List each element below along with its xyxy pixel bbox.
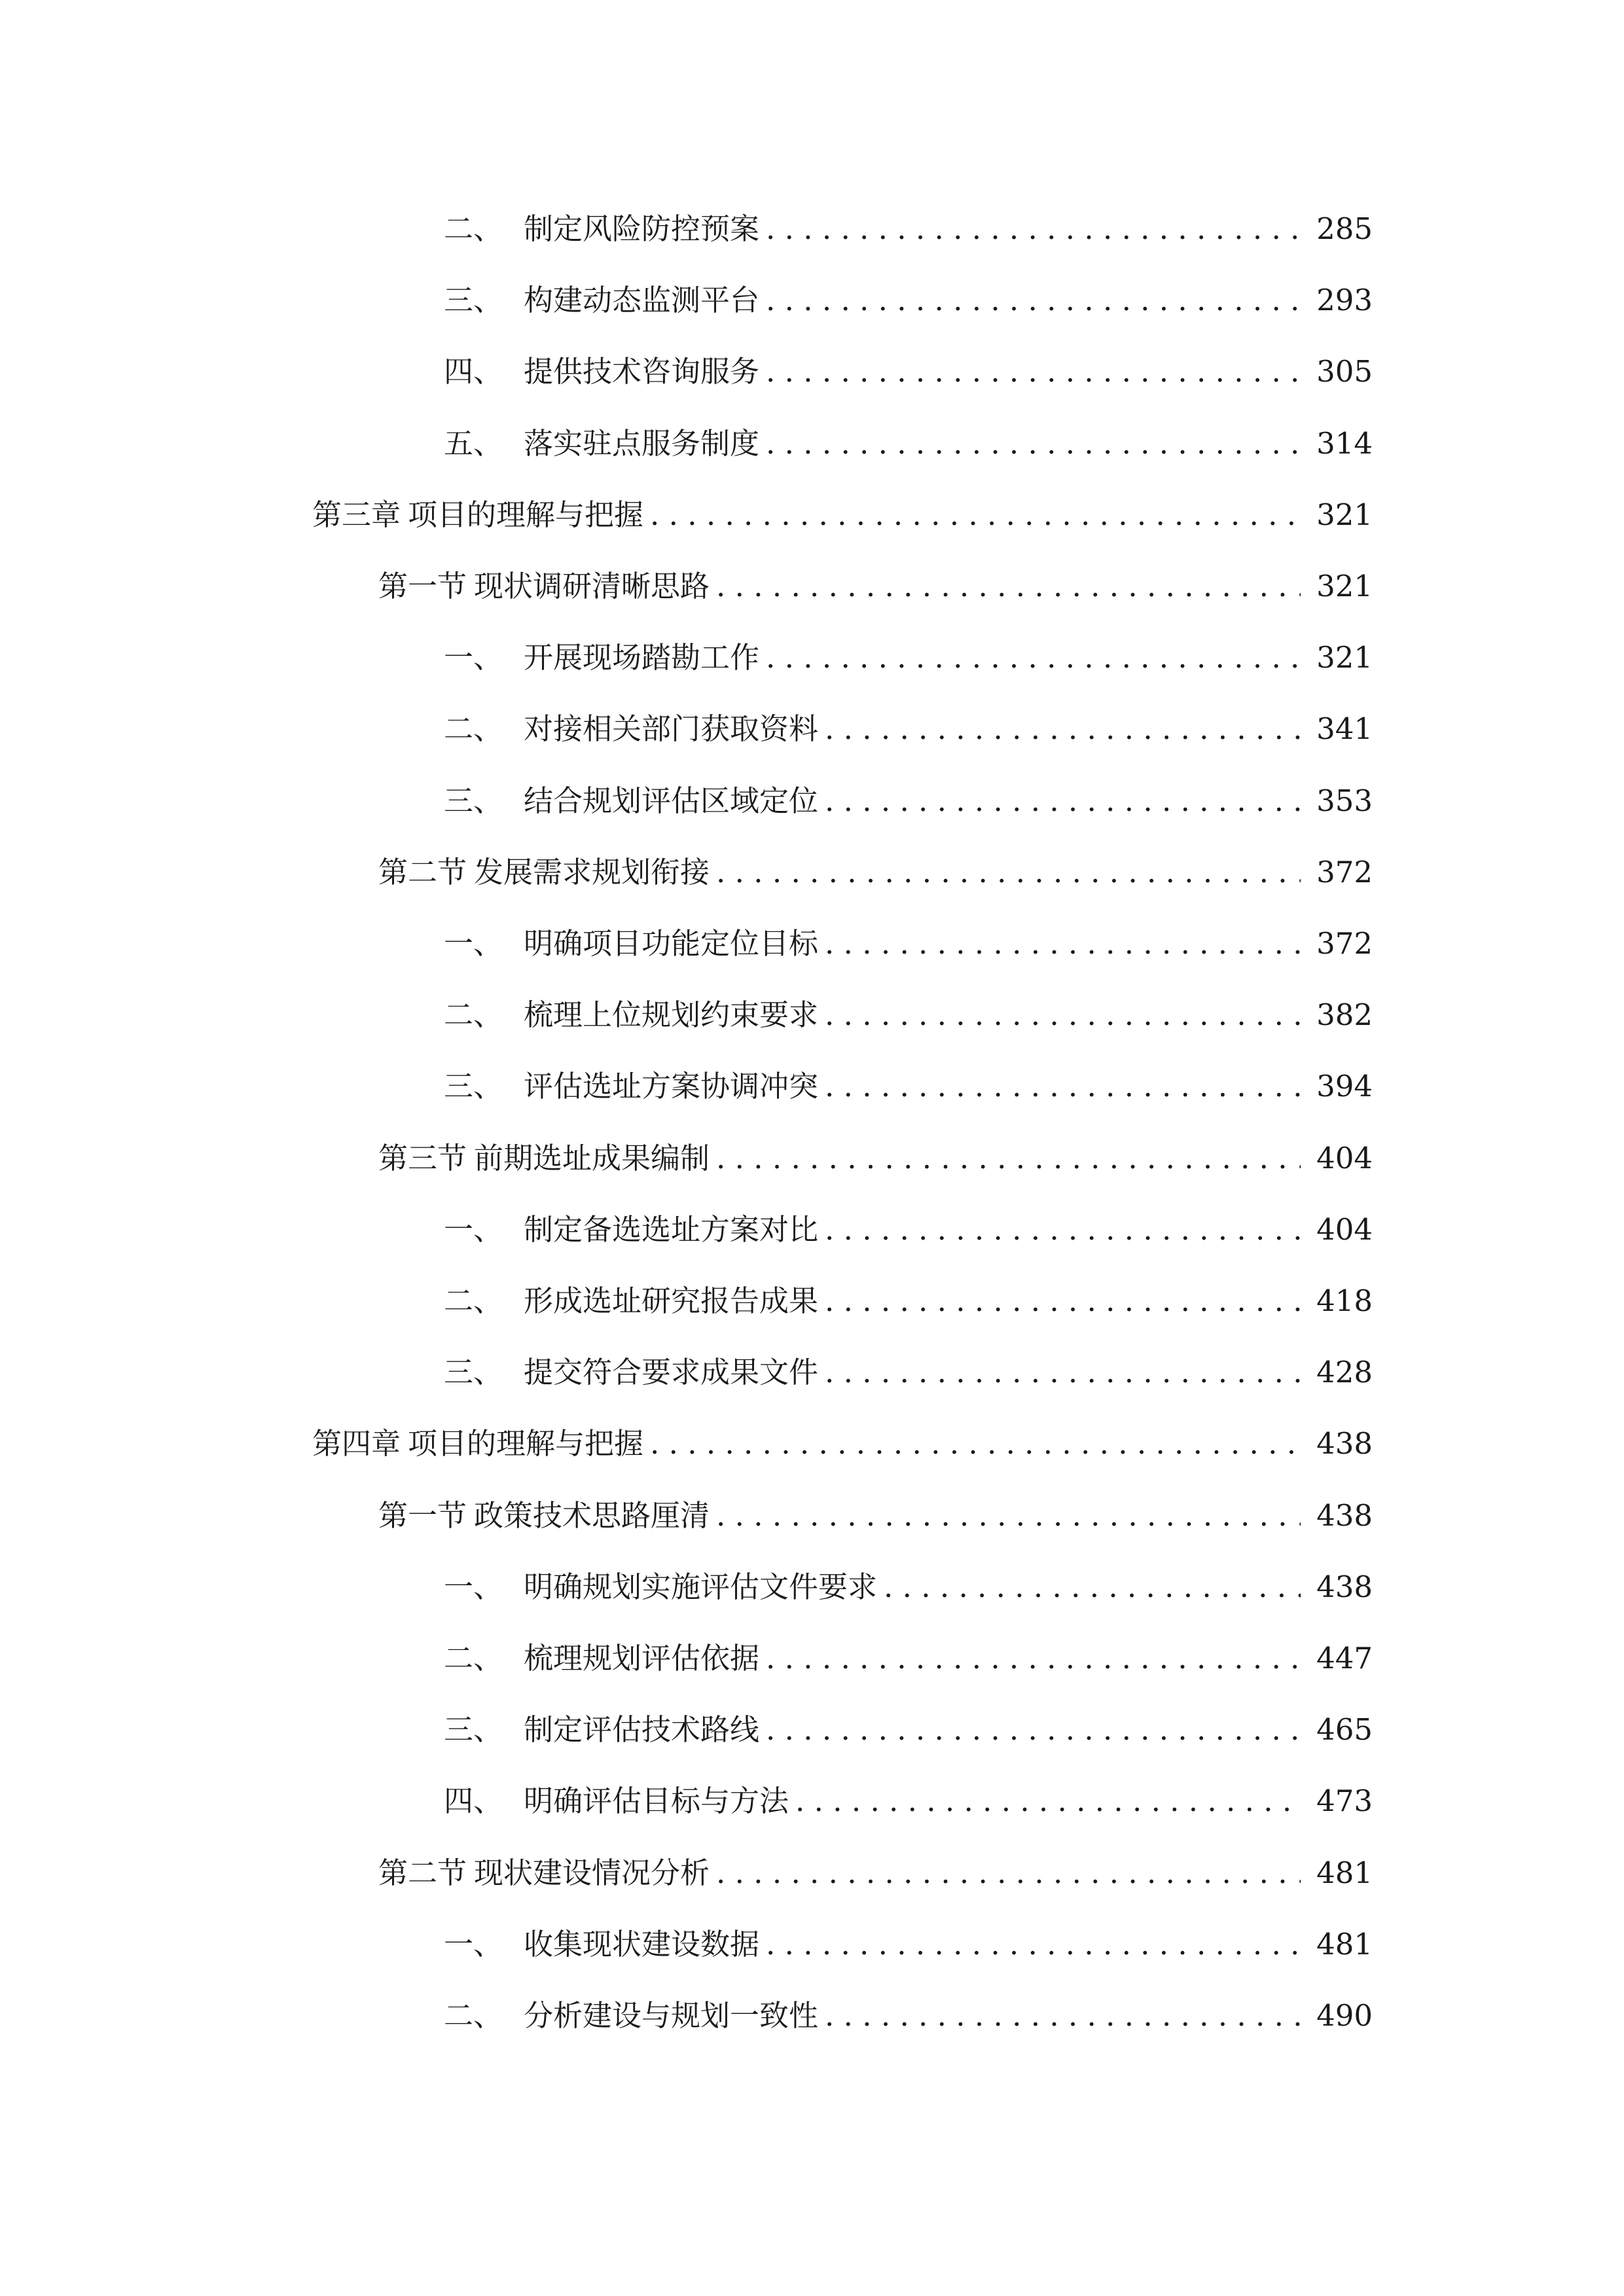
toc-entry-number: 第一节: [378, 1498, 467, 1533]
toc-dot-leader: [818, 1349, 1301, 1396]
toc-entry-number: 第二节: [378, 855, 467, 889]
toc-entry-page: 438: [1316, 1426, 1373, 1461]
toc-dot-leader: [710, 563, 1301, 610]
toc-dot-leader: [818, 778, 1301, 825]
toc-entry-page: 314: [1316, 426, 1373, 461]
toc-dot-leader: [710, 849, 1301, 896]
toc-dot-leader: [759, 420, 1301, 467]
toc-entry-title: 制定备选选址方案对比: [524, 1212, 819, 1247]
toc-entry[interactable]: [444, 1349, 1373, 1396]
toc-entry-title: 项目的理解与把握: [408, 497, 644, 532]
toc-entry-page: 404: [1316, 1141, 1373, 1175]
toc-entry-page: 382: [1316, 997, 1373, 1032]
toc-entry[interactable]: [444, 206, 1373, 253]
toc-dot-leader: [643, 492, 1301, 539]
toc-entry-page: 447: [1316, 1641, 1373, 1676]
toc-entry-number: 第四章: [312, 1426, 401, 1461]
toc-entry-page: 293: [1316, 283, 1373, 317]
toc-entry-page: 404: [1316, 1212, 1373, 1247]
toc-dot-leader: [818, 1992, 1301, 2039]
toc-entry-title: 明确规划实施评估文件要求: [524, 1570, 878, 1604]
toc-entry-page: 490: [1316, 1998, 1373, 2033]
toc-entry-page: 481: [1316, 1856, 1373, 1890]
toc-entry-number: 第三节: [378, 1141, 467, 1175]
toc-entry[interactable]: [444, 634, 1373, 681]
toc-entry-number: 一、: [444, 1927, 503, 1962]
toc-section[interactable]: [378, 1850, 1373, 1897]
toc-entry-title: 项目的理解与把握: [408, 1426, 644, 1461]
toc-entry-title: 开展现场踏勘工作: [524, 640, 760, 675]
toc-entry-number: 一、: [444, 640, 503, 675]
toc-entry-number: 第三章: [312, 497, 401, 532]
toc-entry-page: 438: [1316, 1570, 1373, 1604]
toc-dot-leader: [710, 1135, 1301, 1182]
toc-entry-number: 二、: [444, 1283, 503, 1318]
toc-entry-page: 285: [1316, 211, 1373, 246]
toc-section[interactable]: [378, 1492, 1373, 1539]
toc-dot-leader: [759, 348, 1301, 395]
toc-entry[interactable]: [444, 348, 1373, 395]
toc-dot-leader: [710, 1850, 1301, 1897]
toc-entry-title: 现状调研清晰思路: [474, 569, 710, 603]
toc-dot-leader: [818, 992, 1301, 1039]
toc-entry-number: 四、: [444, 1784, 503, 1818]
toc-entry-number: 五、: [444, 426, 503, 461]
toc-entry-number: 三、: [444, 1069, 503, 1103]
toc-entry[interactable]: [444, 420, 1373, 467]
toc-entry[interactable]: [444, 992, 1373, 1039]
toc-entry-title: 评估选址方案协调冲突: [524, 1069, 819, 1103]
toc-entry-title: 结合规划评估区域定位: [524, 783, 819, 818]
toc-chapter[interactable]: [312, 492, 1373, 539]
toc-dot-leader: [818, 1278, 1301, 1325]
toc-entry[interactable]: [444, 1063, 1373, 1110]
toc-entry-title: 形成选址研究报告成果: [524, 1283, 819, 1318]
toc-dot-leader: [877, 1564, 1301, 1611]
toc-entry-page: 305: [1316, 354, 1373, 389]
toc-entry-page: 321: [1316, 640, 1373, 675]
toc-entry[interactable]: [444, 778, 1373, 825]
toc-entry-title: 明确项目功能定位目标: [524, 926, 819, 961]
toc-entry-title: 对接相关部门获取资料: [524, 711, 819, 746]
toc-entry-title: 提交符合要求成果文件: [524, 1355, 819, 1390]
toc-entry-page: 481: [1316, 1927, 1373, 1962]
toc-entry-number: 三、: [444, 783, 503, 818]
toc-entry-number: 二、: [444, 711, 503, 746]
toc-entry-page: 341: [1316, 711, 1373, 746]
toc-dot-leader: [818, 920, 1301, 967]
toc-entry-number: 一、: [444, 1570, 503, 1604]
toc-dot-leader: [789, 1778, 1301, 1825]
toc-entry-title: 现状建设情况分析: [474, 1856, 710, 1890]
toc-entry-page: 418: [1316, 1283, 1373, 1318]
toc-entry-number: 二、: [444, 211, 503, 246]
toc-entry-page: 353: [1316, 783, 1373, 818]
toc-entry-number: 四、: [444, 354, 503, 389]
toc-entry-title: 分析建设与规划一致性: [524, 1998, 819, 2033]
toc-dot-leader: [710, 1492, 1301, 1539]
toc-entry-title: 前期选址成果编制: [474, 1141, 710, 1175]
toc-entry-title: 收集现状建设数据: [524, 1927, 760, 1962]
toc-entry[interactable]: [444, 1706, 1373, 1753]
toc-entry-number: 一、: [444, 926, 503, 961]
toc-dot-leader: [818, 706, 1301, 753]
toc-entry-title: 明确评估目标与方法: [524, 1784, 789, 1818]
toc-entry[interactable]: [444, 1992, 1373, 2039]
toc-entry-title: 制定评估技术路线: [524, 1712, 760, 1747]
toc-dot-leader: [759, 1635, 1301, 1682]
toc-entry-page: 372: [1316, 855, 1373, 889]
toc-entry-page: 465: [1316, 1712, 1373, 1747]
toc-entry-page: 428: [1316, 1355, 1373, 1390]
toc-entry[interactable]: [444, 920, 1373, 967]
toc-dot-leader: [759, 1921, 1301, 1968]
toc-dot-leader: [818, 1063, 1301, 1110]
toc-entry-number: 二、: [444, 1998, 503, 2033]
toc-entry-title: 构建动态监测平台: [524, 283, 760, 317]
toc-entry-title: 发展需求规划衔接: [474, 855, 710, 889]
toc-entry-number: 三、: [444, 1355, 503, 1390]
toc-entry-title: 制定风险防控预案: [524, 211, 760, 246]
toc-entry[interactable]: [444, 1635, 1373, 1682]
toc-dot-leader: [759, 206, 1301, 253]
toc-entry-title: 落实驻点服务制度: [524, 426, 760, 461]
toc-entry-page: 321: [1316, 497, 1373, 532]
toc-entry-number: 三、: [444, 1712, 503, 1747]
toc-entry[interactable]: [444, 1278, 1373, 1325]
toc-entry-page: 372: [1316, 926, 1373, 961]
toc-chapter[interactable]: [312, 1420, 1373, 1467]
toc-entry[interactable]: [444, 1206, 1373, 1253]
toc-dot-leader: [759, 1706, 1301, 1753]
toc-entry-title: 政策技术思路厘清: [474, 1498, 710, 1533]
toc-entry-page: 321: [1316, 569, 1373, 603]
toc-entry-page: 394: [1316, 1069, 1373, 1103]
toc-entry-page: 473: [1316, 1784, 1373, 1818]
toc-section[interactable]: [378, 563, 1373, 610]
toc-entry[interactable]: [444, 1778, 1373, 1825]
toc-entry-number: 第二节: [378, 1856, 467, 1890]
toc-entry-number: 第一节: [378, 569, 467, 603]
toc-dot-leader: [759, 634, 1301, 681]
toc-entry[interactable]: [444, 1564, 1373, 1611]
toc-dot-leader: [643, 1420, 1301, 1467]
toc-dot-leader: [818, 1206, 1301, 1253]
toc-entry-title: 提供技术咨询服务: [524, 354, 760, 389]
toc-section[interactable]: [378, 849, 1373, 896]
toc-entry-number: 二、: [444, 1641, 503, 1676]
toc-entry-number: 一、: [444, 1212, 503, 1247]
toc-entry-number: 三、: [444, 283, 503, 317]
toc-entry-title: 梳理上位规划约束要求: [524, 997, 819, 1032]
toc-entry[interactable]: [444, 277, 1373, 324]
toc-entry[interactable]: [444, 706, 1373, 753]
toc-entry-number: 二、: [444, 997, 503, 1032]
toc-section[interactable]: [378, 1135, 1373, 1182]
toc-entry[interactable]: [444, 1921, 1373, 1968]
toc-entry-title: 梳理规划评估依据: [524, 1641, 760, 1676]
toc-dot-leader: [759, 277, 1301, 324]
toc-entry-page: 438: [1316, 1498, 1373, 1533]
